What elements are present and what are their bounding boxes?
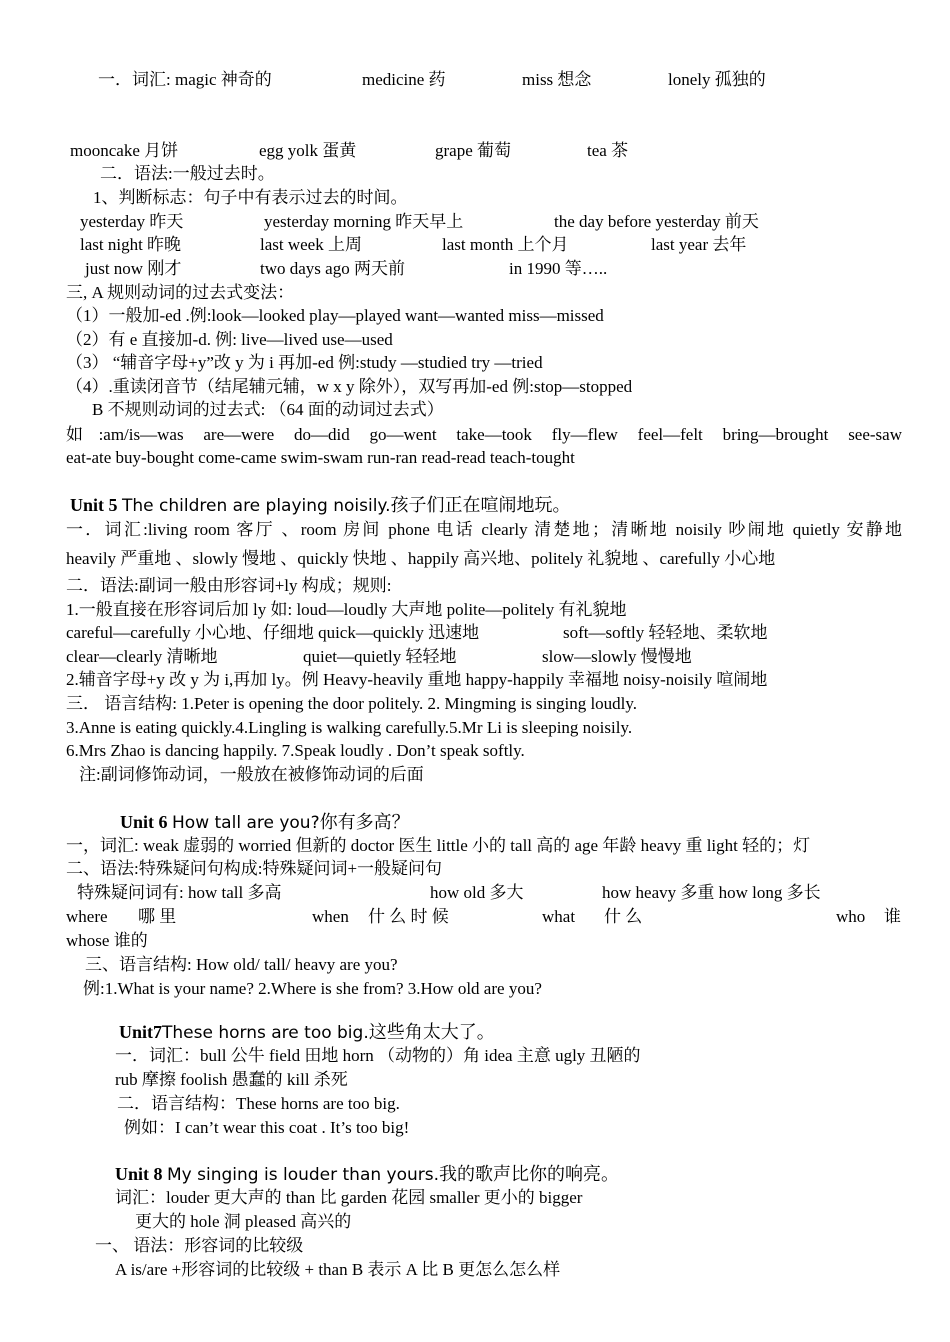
time-marker: last week 上周 <box>260 235 362 254</box>
vocab-egg-yolk: egg yolk 蛋黄 <box>259 141 357 160</box>
unit-label: Unit 6 <box>120 812 168 832</box>
unit-6-question-word: what <box>542 907 576 926</box>
unit-5-sentences: 3.Anne is eating quickly.4.Lingling is walking carefully.5.Mr Li is sleeping noisily. <box>66 718 633 737</box>
verb-rule: （3） “辅音字母+y”改 y 为 i 再加-ed 例:study —studied try —tried <box>66 353 543 372</box>
unit-6-question-word: when <box>312 907 349 926</box>
unit-6-question-word: whose 谁的 <box>66 931 148 950</box>
unit-8-heading <box>115 1164 619 1185</box>
unit-6-question-word-cn: 什 么 时 候 <box>368 907 449 926</box>
unit-7-vocab: rub 摩擦 foolish 愚蠢的 kill 杀死 <box>115 1070 348 1089</box>
unit-5-grammar: quiet—quietly 轻轻地 <box>303 647 457 666</box>
unit-5-heading <box>70 495 570 516</box>
unit-8-grammar: 一、 语法：形容词的比较级 <box>95 1236 304 1255</box>
vocab-lonely: lonely 孤独的 <box>668 70 766 89</box>
unit-6-vocab: 一，词汇: weak 虚弱的 worried 但新的 doctor 医生 little 小的 tall 高的 age 年龄 heavy 重 light 轻的；灯 <box>66 836 811 855</box>
time-marker: the day before yesterday 前天 <box>554 212 759 231</box>
unit-7-example: 例如：I can’t wear this coat . It’s too big! <box>124 1118 410 1137</box>
unit-6-examples: 例:1.What is your name? 2.Where is she from? 3.How old are you? <box>83 979 542 998</box>
time-marker: yesterday 昨天 <box>80 212 184 231</box>
irregular-verbs-line: eat-ate buy-bought come-came swim-swam run-ran read-read teach-tought <box>66 448 575 467</box>
time-markers-heading: 1、判断标志：句子中有表示过去的时间。 <box>93 188 408 207</box>
unit-5-grammar: 1.一般直接在形容词后加 ly 如: loud—loudly 大声地 polite—politely 有礼貌地 <box>66 600 627 619</box>
time-marker: two days ago 两天前 <box>260 259 405 278</box>
verb-rule: （4）.重读闭音节（结尾辅元辅，w x y 除外），双写再加-ed 例:stop—stopped <box>66 377 633 396</box>
unit-5-sentences: 6.Mrs Zhao is dancing happily. 7.Speak loudly . Don’t speak softly. <box>66 741 525 760</box>
unit-6-question-word: how heavy 多重 how long 多长 <box>602 883 821 902</box>
verb-rule: （2）有 e 直接加-d. 例: live—lived use—used <box>66 330 393 349</box>
unit-6-question-word: 特殊疑问词有: how tall 多高 <box>77 883 282 902</box>
verb-rules-heading: 三, A 规则动词的过去式变法： <box>66 283 295 302</box>
unit-label: Unit 8 <box>115 1164 163 1184</box>
unit-6-heading <box>120 812 410 833</box>
unit-6-question-word-cn: 什 么 <box>604 907 643 926</box>
unit-title-cn: 这些角太大了。 <box>368 1022 495 1042</box>
unit-8-vocab: 更大的 hole 洞 pleased 高兴的 <box>135 1212 352 1231</box>
unit-6-question-word: where <box>66 907 108 926</box>
unit-5-grammar: soft—softly 轻轻地、柔软地 <box>563 623 768 642</box>
unit-6-question-word: how old 多大 <box>430 883 524 902</box>
unit-label: Unit7 <box>119 1022 163 1042</box>
vocab-line-1a: 一．词汇: magic 神奇的 <box>98 70 272 89</box>
time-marker: last night 昨晚 <box>80 235 182 254</box>
unit-5-sentences: 三． 语言结构: 1.Peter is opening the door politely. 2. Mingming is singing loudly. <box>66 694 638 713</box>
grammar-heading: 二．语法:一般过去时。 <box>100 164 275 183</box>
vocab-miss: miss 想念 <box>522 70 592 89</box>
unit-5-grammar: 2.辅音字母+y 改 y 为 i,再加 ly。例 Heavy-heavily 重地 happy-happily 幸福地 noisy-noisily 喧闹地 <box>66 670 768 689</box>
unit-5-vocab: 一．词汇:living room 客厅 、room 房间 phone 电话 clearly 清楚地；清晰地 noisily 吵闹地 quietly 安静地 <box>66 520 902 539</box>
unit-title: My singing is louder than yours. <box>167 1165 440 1185</box>
unit-title: How tall are you? <box>172 813 320 833</box>
unit-5-vocab: heavily 严重地 、slowly 慢地 、quickly 快地 、happily 高兴地、politely 礼貌地 、carefully 小心地 <box>66 549 776 568</box>
irregular-verbs-heading: B 不规则动词的过去式: （64 面的动词过去式） <box>92 400 444 419</box>
unit-5-grammar: clear—clearly 清晰地 <box>66 647 218 666</box>
unit-8-formula: A is/are +形容词的比较级 + than B 表示 A 比 B 更怎么怎么样 <box>115 1260 561 1279</box>
unit-title-cn: 我的歌声比你的响亮。 <box>439 1164 620 1184</box>
time-marker: just now 刚才 <box>85 259 182 278</box>
unit-6-question-word-cn: 哪 里 <box>138 907 177 926</box>
unit-title-cn: 孩子们正在喧闹地玩。 <box>390 495 571 515</box>
unit-7-heading <box>119 1022 495 1043</box>
time-marker: in 1990 等….. <box>509 259 608 278</box>
unit-5-grammar: slow—slowly 慢慢地 <box>542 647 692 666</box>
vocab-tea: tea 茶 <box>587 141 629 160</box>
vocab-medicine: medicine 药 <box>362 70 446 89</box>
irregular-verbs-line: 如:am/is—was are—were do—did go—went take—took fly—flew feel—felt bring—brought see-saw <box>66 425 902 444</box>
time-marker: yesterday morning 昨天早上 <box>264 212 464 231</box>
unit-8-vocab: 词汇：louder 更大声的 than 比 garden 花园 smaller 更小的 bigger <box>115 1188 583 1207</box>
vocab-mooncake: mooncake 月饼 <box>70 141 179 160</box>
unit-7-vocab: 一．词汇：bull 公牛 field 田地 horn （动物的）角 idea 主意 ugly 丑陋的 <box>115 1046 641 1065</box>
verb-rule: （1）一般加-ed .例:look—looked play—played want—wanted miss—missed <box>66 306 604 325</box>
vocab-grape: grape 葡萄 <box>435 141 512 160</box>
unit-5-grammar: careful—carefully 小心地、仔细地 quick—quickly 迅速地 <box>66 623 480 642</box>
unit-title: These horns are too big. <box>162 1023 369 1043</box>
time-marker: last month 上个月 <box>442 235 569 254</box>
unit-label: Unit 5 <box>70 495 118 515</box>
unit-title: The children are playing noisily. <box>122 496 391 516</box>
unit-6-question-word-cn: 谁 <box>884 907 901 926</box>
unit-7-structure: 二．语言结构：These horns are too big. <box>117 1094 400 1113</box>
unit-6-question-word: who <box>836 907 866 926</box>
unit-5-grammar: 二．语法:副词一般由形容词+ly 构成；规则: <box>66 576 392 595</box>
unit-title-cn: 你有多高？ <box>319 812 410 832</box>
unit-6-grammar: 二、语法:特殊疑问句构成:特殊疑问词+一般疑问句 <box>66 859 443 878</box>
unit-6-structure: 三、语言结构: How old/ tall/ heavy are you? <box>85 955 398 974</box>
time-marker: last year 去年 <box>651 235 747 254</box>
unit-5-note: 注:副词修饰动词，一般放在被修饰动词的后面 <box>79 765 424 784</box>
